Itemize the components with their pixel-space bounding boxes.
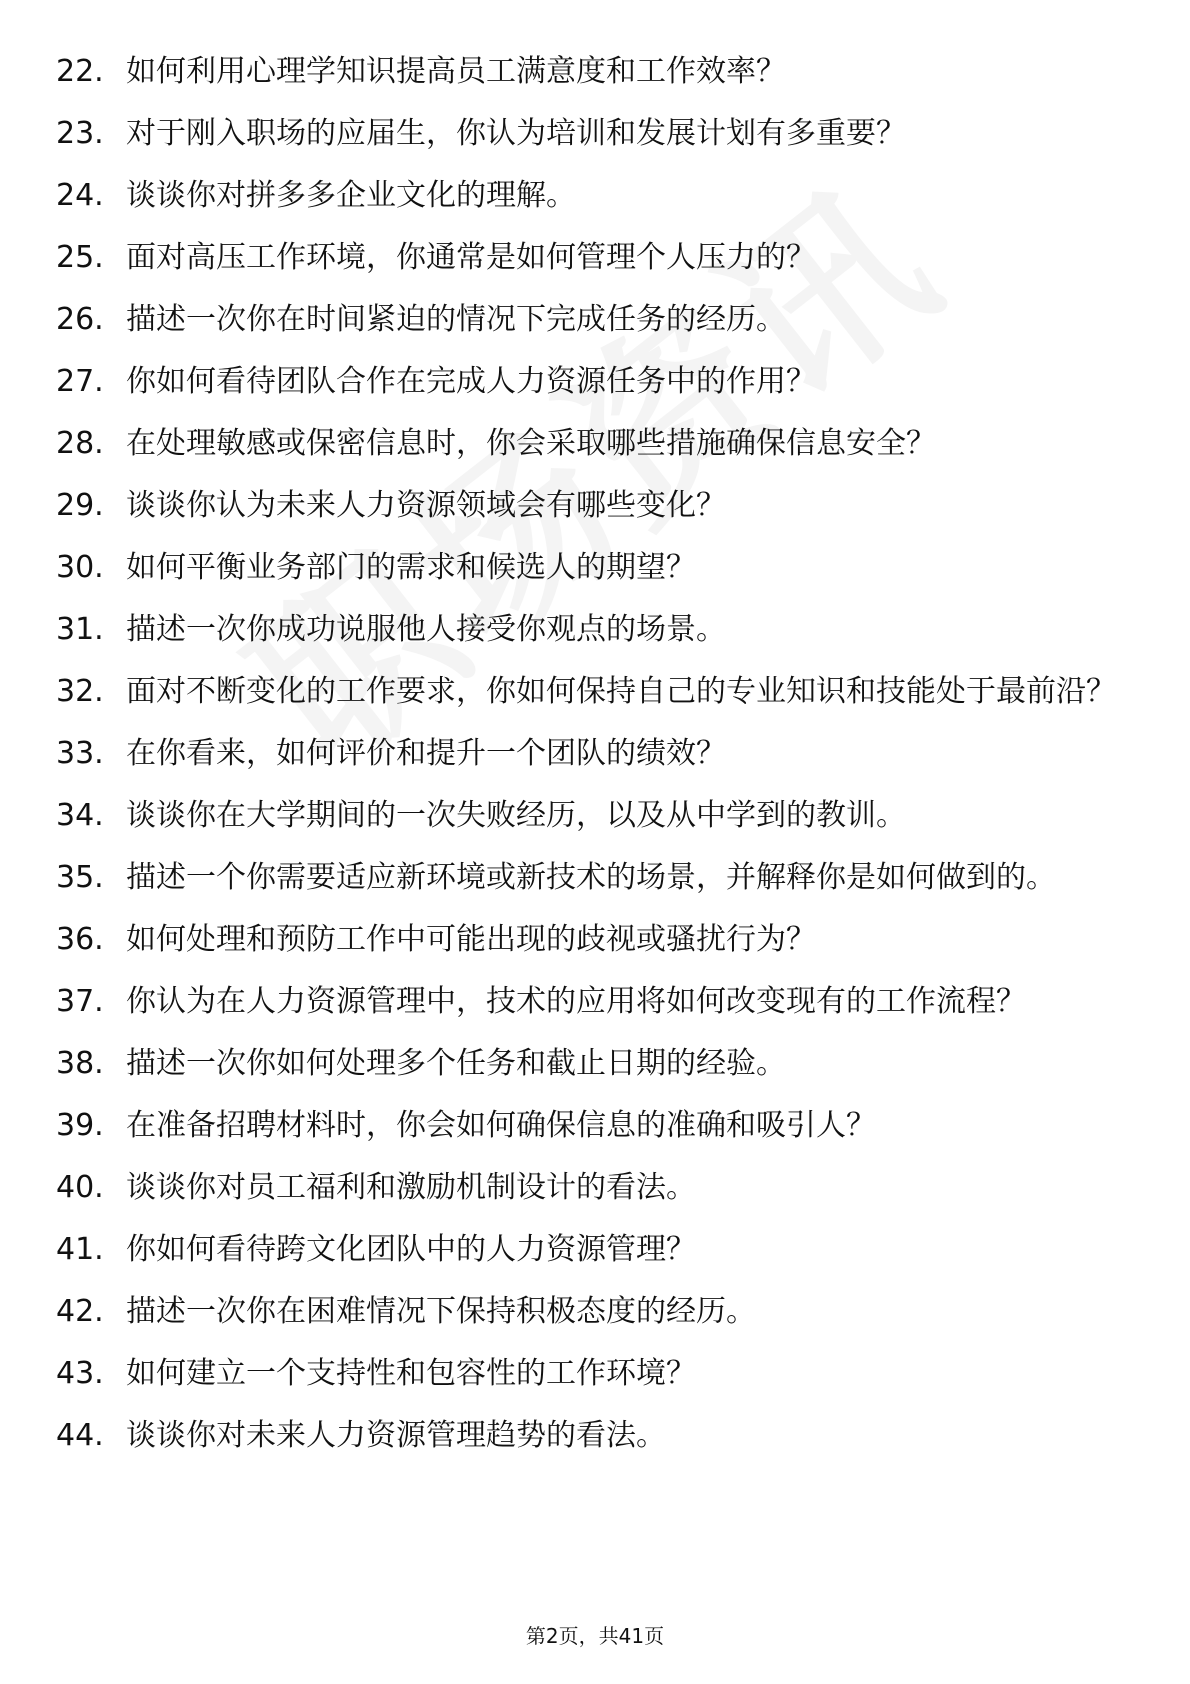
question-number: 33. — [56, 736, 104, 771]
question-item — [56, 980, 1116, 1024]
question-item — [56, 1166, 1116, 1210]
question-text: 描述一个你需要适应新环境或新技术的场景，并解释你是如何做到的。 — [126, 860, 1056, 895]
question-item — [56, 670, 1116, 714]
question-item — [56, 50, 1116, 94]
question-item — [56, 484, 1116, 528]
question-item — [56, 1290, 1116, 1334]
question-number: 23. — [56, 116, 104, 151]
question-text: 在准备招聘材料时，你会如何确保信息的准确和吸引人？ — [126, 1108, 876, 1143]
question-item — [56, 1352, 1116, 1396]
question-item — [56, 732, 1116, 776]
question-text: 如何利用心理学知识提高员工满意度和工作效率？ — [126, 54, 786, 89]
question-number: 41. — [56, 1232, 104, 1267]
question-text: 如何处理和预防工作中可能出现的歧视或骚扰行为？ — [126, 922, 816, 957]
question-text: 谈谈你对员工福利和激励机制设计的看法。 — [126, 1170, 696, 1205]
question-item — [56, 1104, 1116, 1148]
question-item — [56, 794, 1116, 838]
question-text: 如何建立一个支持性和包容性的工作环境？ — [126, 1356, 696, 1391]
question-number: 27. — [56, 364, 104, 399]
question-text: 谈谈你对未来人力资源管理趋势的看法。 — [126, 1418, 666, 1453]
question-text: 你如何看待跨文化团队中的人力资源管理？ — [126, 1232, 696, 1267]
question-item — [56, 1042, 1116, 1086]
question-number: 24. — [56, 178, 104, 213]
question-text: 面对高压工作环境，你通常是如何管理个人压力的？ — [126, 240, 816, 275]
question-item — [56, 546, 1116, 590]
question-text: 你认为在人力资源管理中，技术的应用将如何改变现有的工作流程？ — [126, 984, 1026, 1019]
question-text: 在你看来，如何评价和提升一个团队的绩效？ — [126, 736, 726, 771]
question-item — [56, 918, 1116, 962]
question-text: 你如何看待团队合作在完成人力资源任务中的作用？ — [126, 364, 816, 399]
question-number: 34. — [56, 798, 104, 833]
question-number: 28. — [56, 426, 104, 461]
question-item — [56, 1228, 1116, 1272]
question-item — [56, 608, 1116, 652]
question-text: 对于刚入职场的应届生，你认为培训和发展计划有多重要？ — [126, 116, 906, 151]
question-list — [56, 50, 1116, 1476]
question-item — [56, 1414, 1116, 1458]
question-text: 在处理敏感或保密信息时，你会采取哪些措施确保信息安全？ — [126, 426, 936, 461]
question-text: 谈谈你在大学期间的一次失败经历，以及从中学到的教训。 — [126, 798, 906, 833]
question-item — [56, 236, 1116, 280]
question-item — [56, 422, 1116, 466]
question-text: 面对不断变化的工作要求，你如何保持自己的专业知识和技能处于最前沿？ — [126, 674, 1116, 709]
question-item — [56, 112, 1116, 156]
question-number: 22. — [56, 54, 104, 89]
question-number: 35. — [56, 860, 104, 895]
question-number: 31. — [56, 612, 104, 647]
question-number: 38. — [56, 1046, 104, 1081]
question-number: 26. — [56, 302, 104, 337]
question-number: 37. — [56, 984, 104, 1019]
question-number: 32. — [56, 674, 104, 709]
question-number: 25. — [56, 240, 104, 275]
question-number: 40. — [56, 1170, 104, 1205]
question-text: 谈谈你对拼多多企业文化的理解。 — [126, 178, 576, 213]
question-item — [56, 856, 1116, 900]
question-text: 谈谈你认为未来人力资源领域会有哪些变化？ — [126, 488, 726, 523]
question-number: 29. — [56, 488, 104, 523]
question-text: 描述一次你如何处理多个任务和截止日期的经验。 — [126, 1046, 786, 1081]
question-number: 36. — [56, 922, 104, 957]
question-item — [56, 360, 1116, 404]
question-text: 描述一次你在困难情况下保持积极态度的经历。 — [126, 1294, 756, 1329]
question-number: 30. — [56, 550, 104, 585]
question-number: 43. — [56, 1356, 104, 1391]
page-footer — [0, 1622, 1190, 1650]
question-item — [56, 298, 1116, 342]
question-text: 描述一次你在时间紧迫的情况下完成任务的经历。 — [126, 302, 786, 337]
page-number-label: 第2页，共41页 — [525, 1624, 665, 1648]
question-number: 39. — [56, 1108, 104, 1143]
question-number: 44. — [56, 1418, 104, 1453]
question-text: 描述一次你成功说服他人接受你观点的场景。 — [126, 612, 726, 647]
question-number: 42. — [56, 1294, 104, 1329]
question-item — [56, 174, 1116, 218]
question-text: 如何平衡业务部门的需求和候选人的期望？ — [126, 550, 696, 585]
